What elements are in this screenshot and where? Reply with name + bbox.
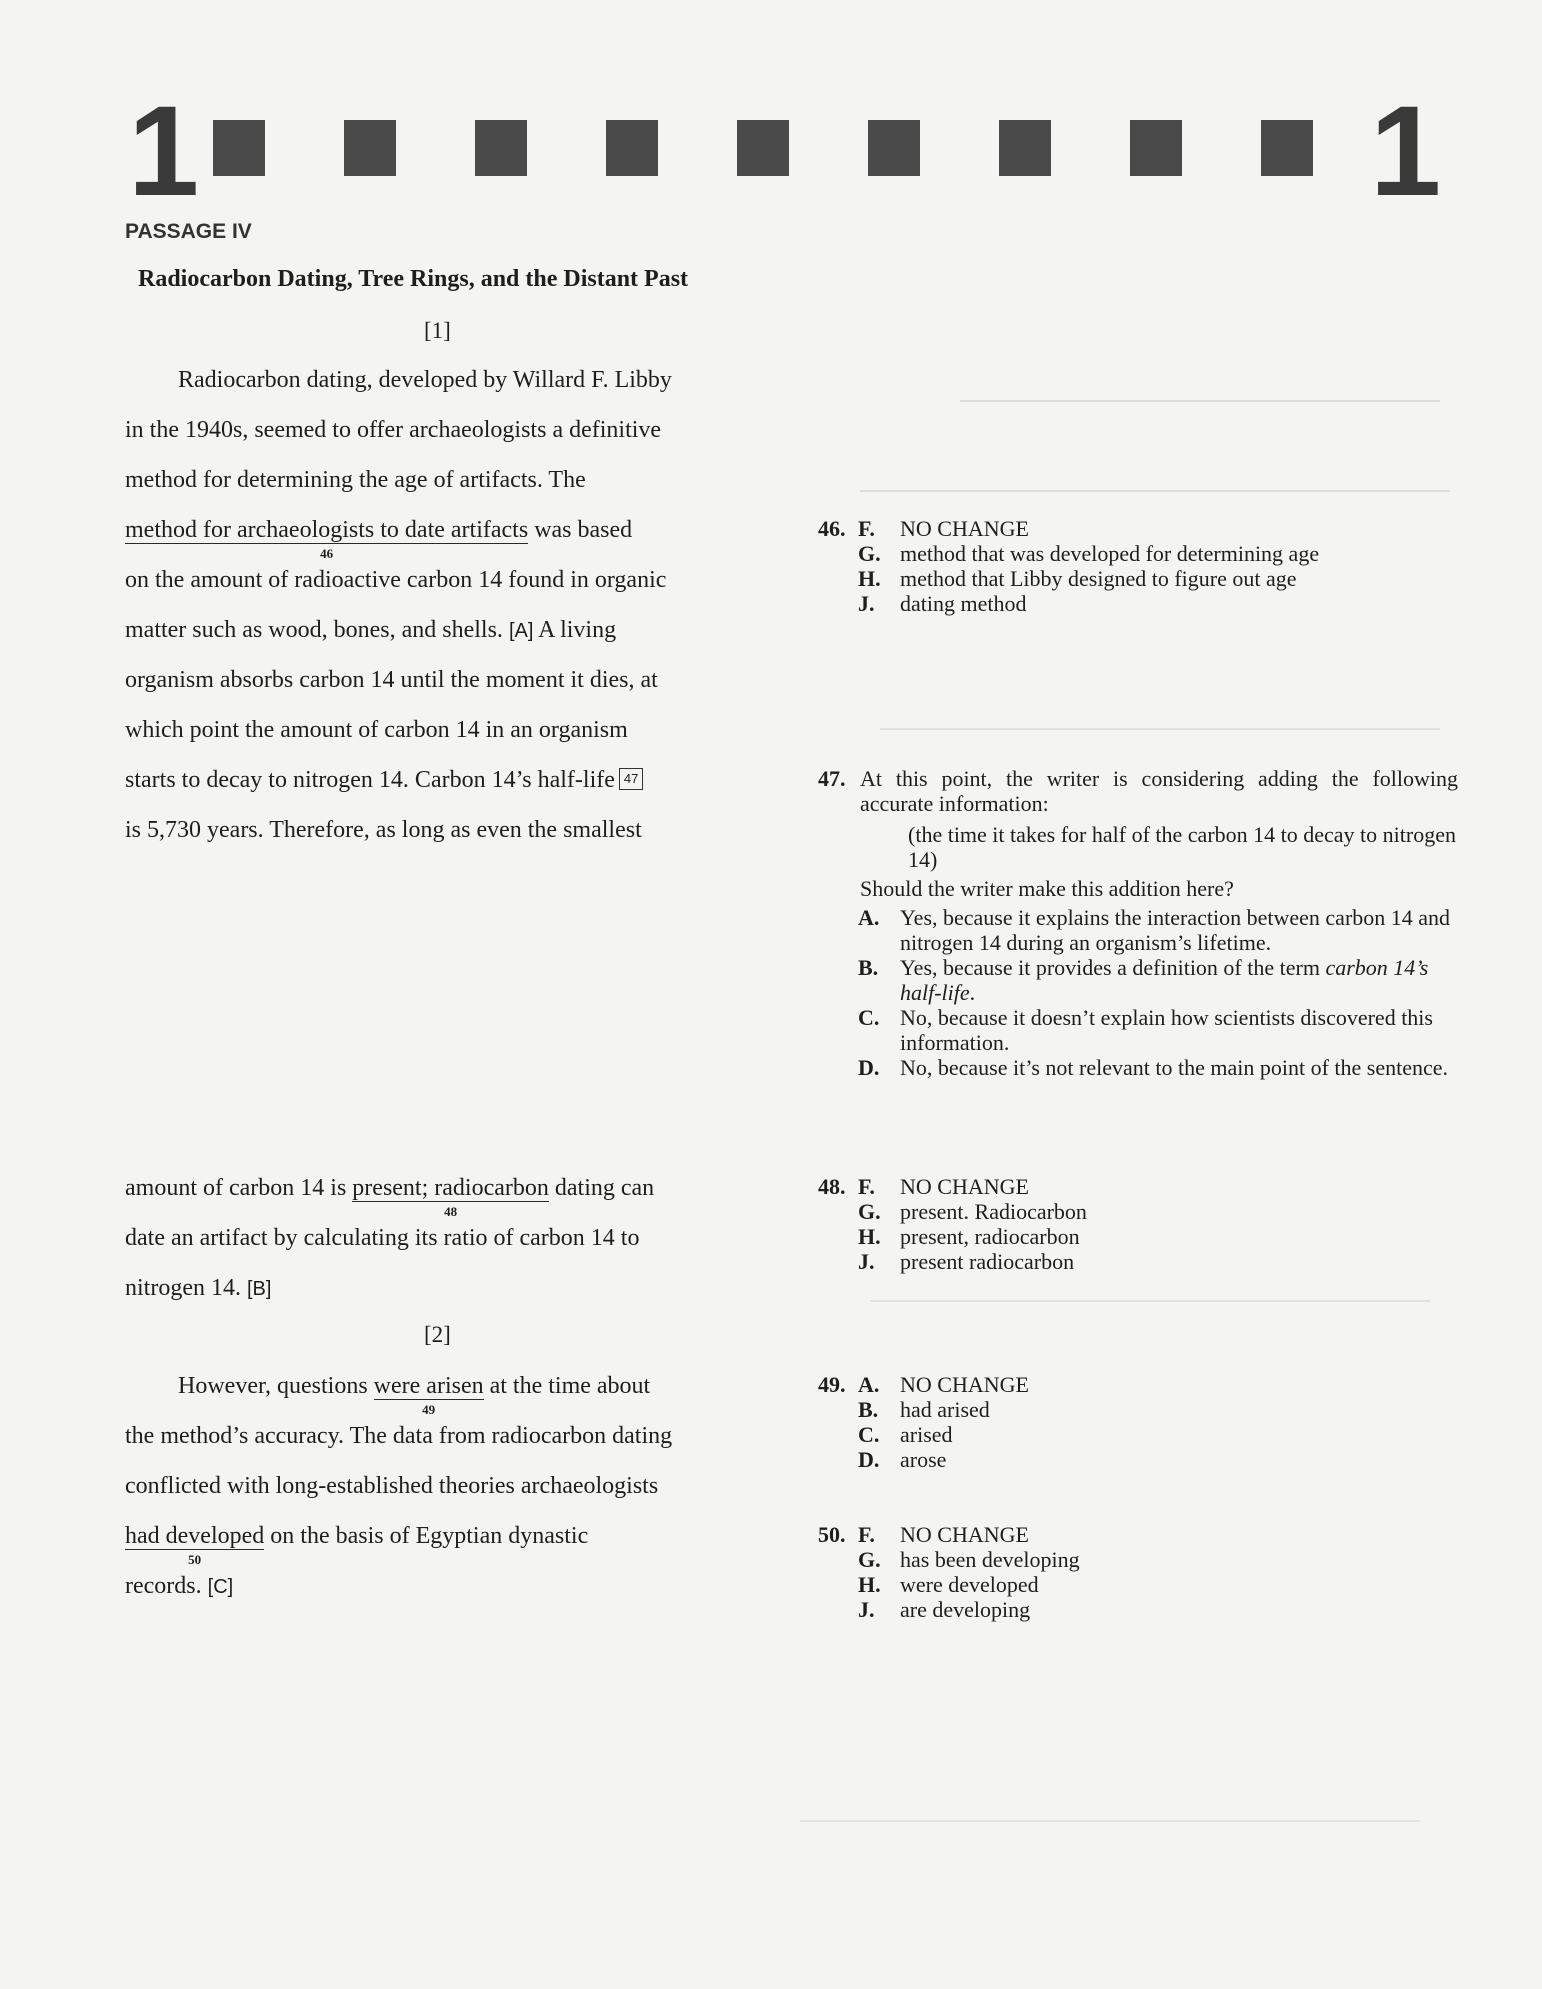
passage-line: is 5,730 years. Therefore, as long as even the smallest [125,817,642,843]
option-50-g[interactable]: G. has been developing [858,1547,1080,1572]
option-46-j[interactable]: J. dating method [858,591,1027,616]
header-square [606,120,658,176]
insertion-marker-c: [C] [207,1576,234,1598]
passage-line: organism absorbs carbon 14 until the moment it dies, at [125,667,658,693]
question-number-48: 48 [444,1204,458,1219]
passage-title: Radiocarbon Dating, Tree Rings, and the Distant Past [138,266,689,292]
question-number-49: 49 [422,1402,436,1417]
option-48-j[interactable]: J. present radiocarbon [858,1249,1075,1274]
question-box-47[interactable]: 47 [619,768,643,790]
option-47-a[interactable]: A. Yes, because it explains the interaction between carbon 14 and nitrogen 14 during an organism’s lifetime. [858,905,1451,955]
passage-line: matter such as wood, bones, and shells. [A] A living [125,617,617,643]
passage-line: Radiocarbon dating, developed by Willard F. Libby [178,367,672,393]
option-48-g[interactable]: G. present. Radiocarbon [858,1199,1087,1224]
insertion-marker-a: [A] [508,620,534,642]
passage-line: date an artifact by calculating its ratio of carbon 14 to [125,1225,640,1251]
header-square [1130,120,1182,176]
question-stem: At this point, the writer is considering adding the following accurate information: [860,766,1458,816]
option-49-a[interactable]: 49. A. NO CHANGE [818,1372,1029,1397]
question-46 [818,516,1458,616]
insertion-marker-b: [B] [246,1278,272,1300]
option-49-b[interactable]: B. had arised [858,1397,990,1422]
option-50-f[interactable]: 50. F. NO CHANGE [818,1522,1029,1547]
option-49-c[interactable]: C. arised [858,1422,953,1447]
passage-line: nitrogen 14. [B] [125,1275,272,1301]
passage-line: conflicted with long-established theories archaeologists [125,1473,659,1499]
option-46-g[interactable]: G. method that was developed for determining age [858,541,1320,566]
option-47-c[interactable]: C. No, because it doesn’t explain how scientists discovered this information. [858,1005,1433,1055]
question-number-50: 50 [188,1552,202,1567]
option-46-h[interactable]: H. method that Libby designed to figure out age [858,566,1297,591]
option-46-f[interactable]: 46. F. NO CHANGE [818,516,1029,541]
paragraph-marker-1: [1] [424,318,451,343]
header-square [475,120,527,176]
section-number-left: 1 [128,80,196,223]
question-quote: (the time it takes for half of the carbon 14 to decay to nitrogen 14) [908,822,1456,872]
passage-line: However, questions were arisen 49 at the time about [178,1373,651,1417]
passage-line: which point the amount of carbon 14 in an organism [125,717,628,743]
option-50-h[interactable]: H. were developed [858,1572,1039,1597]
question-50 [818,1522,1458,1622]
passage-line: amount of carbon 14 is present; radiocarbon 48 dating can [125,1175,655,1219]
option-48-h[interactable]: H. present, radiocarbon [858,1224,1080,1249]
option-47-b[interactable]: B. Yes, because it provides a definition of the term carbon 14’s half-life. [858,955,1429,1005]
option-49-d[interactable]: D. arose [858,1447,947,1472]
bleed-through-text [860,490,1450,492]
underlined-portion-50[interactable]: had developed 50 [125,1523,265,1567]
passage-line: in the 1940s, seemed to offer archaeologists a definitive [125,417,662,443]
question-49 [818,1372,1458,1472]
header-square [868,120,920,176]
option-50-j[interactable]: J. are developing [858,1597,1031,1622]
bleed-through-text [960,400,1440,422]
passage-label: PASSAGE IV [125,220,252,243]
question-48 [818,1174,1458,1274]
bleed-through-text [870,1300,1430,1302]
header-square [737,120,789,176]
bleed-through-text [880,728,1440,730]
passage-line: on the amount of radioactive carbon 14 found in organic [125,567,667,593]
underlined-portion-46[interactable]: method for archaeologists to date artifacts 46 [125,517,529,561]
question-number-46: 46 [320,546,334,561]
underlined-portion-48[interactable]: present; radiocarbon 48 [352,1175,549,1219]
header-square [344,120,396,176]
passage-line: had developed 50 on the basis of Egyptian dynastic [125,1523,589,1567]
section-number-right: 1 [1370,80,1438,223]
passage-line: method for archaeologists to date artifacts 46 was based [125,517,633,561]
question-number: 47. [818,766,846,791]
passage-line: the method’s accuracy. The data from radiocarbon dating [125,1423,673,1449]
passage-line: records. [C] [125,1573,234,1599]
paragraph-marker-2: [2] [424,1322,451,1347]
question-prompt: Should the writer make this addition here? [860,876,1234,901]
header-square [999,120,1051,176]
option-48-f[interactable]: 48. F. NO CHANGE [818,1174,1029,1199]
header-square [213,120,265,176]
passage-line: method for determining the age of artifacts. The [125,467,586,493]
question-47 [818,766,1458,1080]
bleed-through-text [800,1820,1420,1822]
option-47-d[interactable]: D. No, because it’s not relevant to the main point of the sentence. [858,1055,1449,1080]
passage-line: starts to decay to nitrogen 14. Carbon 14’s half-life 47 [125,766,643,794]
header-square [1261,120,1313,176]
underlined-portion-49[interactable]: were arisen 49 [373,1373,484,1417]
